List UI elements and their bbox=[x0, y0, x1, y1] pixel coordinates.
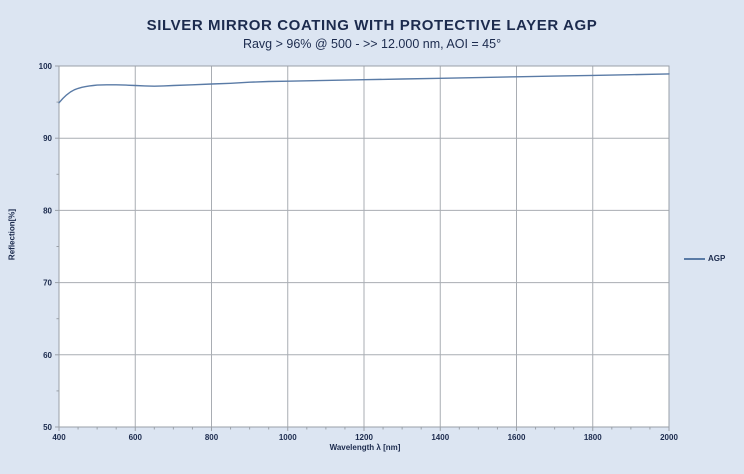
chart-title: SILVER MIRROR COATING WITH PROTECTIVE LAYER AGP bbox=[146, 17, 598, 34]
y-tick-label: 60 bbox=[43, 350, 52, 360]
x-tick-label: 400 bbox=[52, 433, 66, 442]
x-tick-labels bbox=[52, 433, 678, 442]
x-tick-label: 600 bbox=[128, 433, 142, 442]
x-tick-label: 800 bbox=[204, 433, 219, 442]
x-tick-label: 1800 bbox=[583, 433, 602, 442]
x-tick-label: 1400 bbox=[431, 433, 450, 442]
legend-line-sample bbox=[684, 258, 705, 260]
y-tick-label: 90 bbox=[43, 134, 52, 144]
x-tick-label: 1200 bbox=[355, 433, 373, 442]
y-tick-labels bbox=[39, 62, 53, 432]
x-tick-label: 1000 bbox=[278, 433, 297, 442]
legend-label: AGP bbox=[708, 254, 726, 263]
chart-subtitle: Ravg > 96% @ 500 - >> 12.000 nm, AOI = 45° bbox=[242, 37, 502, 51]
y-axis-title: Reflection[%] bbox=[7, 208, 17, 261]
legend bbox=[684, 254, 725, 263]
x-tick-label: 2000 bbox=[660, 433, 678, 442]
x-tick-label: 1600 bbox=[507, 433, 526, 442]
y-tick-label: 80 bbox=[43, 206, 52, 216]
y-tick-label: 50 bbox=[43, 423, 52, 432]
x-axis-title: Wavelength λ [nm] bbox=[329, 443, 401, 452]
y-tick-label: 70 bbox=[43, 278, 52, 288]
y-tick-label: 100 bbox=[38, 62, 52, 71]
